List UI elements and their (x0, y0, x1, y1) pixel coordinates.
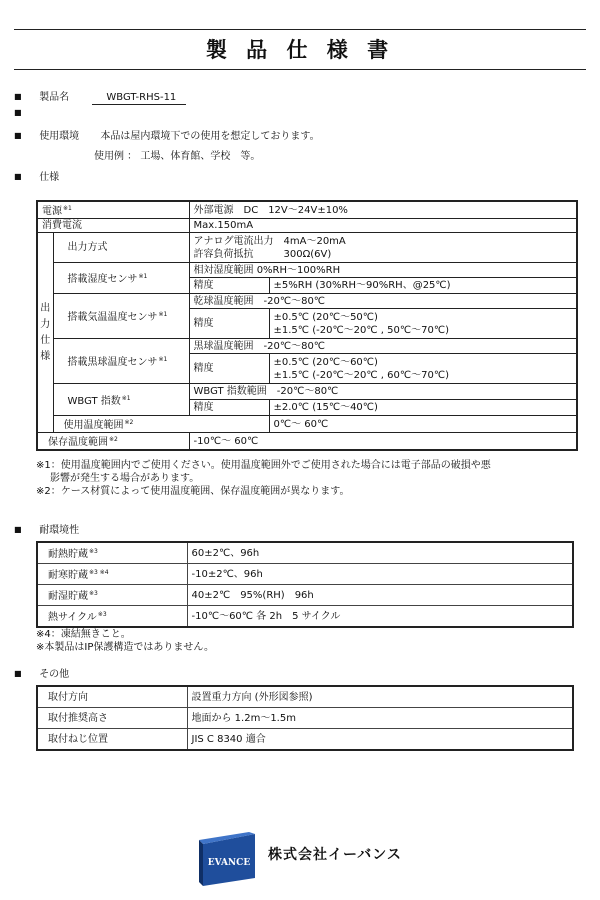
table-row (37, 219, 577, 233)
table-row (37, 384, 577, 400)
other-label: 取付推奨高さ (37, 708, 187, 729)
table-row (37, 729, 573, 751)
square-bullet-icon: ■ (14, 525, 22, 534)
globe-sensor-label: 搭載黒球温度センサ$^{※1}$ (53, 339, 189, 384)
accuracy-label: 精度 (189, 354, 269, 384)
table-row (37, 606, 573, 628)
output-value: アナログ電流出力 4mA～20mA 許容負荷抵抗 300Ω(6V) (189, 233, 577, 263)
table-row (37, 564, 573, 585)
logo-side-face (199, 840, 203, 886)
product-name-value: WBGT-RHS-11 (92, 92, 186, 105)
globe-accuracy: ±0.5℃ (20℃～60℃) ±1.5℃ (-20℃～20℃ , 60℃～70℃) (269, 354, 577, 384)
power-label: 電源$^{※1}$ (37, 201, 189, 219)
env-heading (14, 521, 79, 536)
note-4: ※4：凍結無きこと。 (36, 629, 131, 640)
current-label: 消費電流 (37, 219, 189, 233)
current-value: Max.150mA (189, 219, 577, 233)
note-2: ※2：ケース材質によって使用温度範囲、保存温度範囲が異なります。 (36, 486, 350, 497)
other-heading-label: その他 (39, 669, 70, 680)
usage-env-line (14, 127, 320, 142)
table-row (37, 542, 573, 564)
product-name-line (14, 88, 186, 105)
accuracy-label: 精度 (189, 278, 269, 294)
spec-notes (36, 459, 491, 498)
env-value: -10±2℃、96h (187, 564, 573, 585)
other-label: 取付方向 (37, 686, 187, 708)
usage-example: 使用例 ： 工場、体育館、学校 等。 (94, 151, 261, 162)
square-bullet-icon: ■ (14, 172, 22, 181)
env-label: 耐寒貯蔵$^{※3 ※4}$ (37, 564, 187, 585)
temp-range: 乾球温度範囲 -20℃～80℃ (189, 294, 577, 309)
output-label: 出力方式 (53, 233, 189, 263)
wbgt-range: WBGT 指数範囲 -20℃～80℃ (189, 384, 577, 400)
env-value: -10℃～60℃ 各 2h 5 サイクル (187, 606, 573, 628)
other-label: 取付ねじ位置 (37, 729, 187, 751)
square-bullet-icon: ■ (14, 669, 22, 678)
table-row (37, 201, 577, 219)
title-block (14, 29, 586, 70)
env-label: 耐湿貯蔵$^{※3}$ (37, 585, 187, 606)
spec-heading (14, 168, 59, 183)
wbgt-label: WBGT 指数$^{※1}$ (53, 384, 189, 416)
env-table (36, 541, 574, 628)
op-temp-label: 使用温度範囲$^{※2}$ (53, 416, 269, 433)
power-value: 外部電源 DC 12V～24V±10% (189, 201, 577, 219)
note-ip: ※本製品はIP保護構造ではありません。 (36, 642, 214, 653)
square-bullet-icon: ■ (14, 92, 22, 101)
table-row (37, 339, 577, 354)
other-heading (14, 665, 69, 680)
output-spec-vertical-label: 出 力 仕 様 (37, 233, 53, 433)
evance-logo-icon (197, 832, 261, 888)
env-value: 40±2℃ 95%(RH) 96h (187, 585, 573, 606)
env-notes (36, 628, 214, 654)
globe-range: 黒球温度範囲 -20℃～80℃ (189, 339, 577, 354)
temp-sensor-label: 搭載気温温度センサ$^{※1}$ (53, 294, 189, 339)
other-table (36, 685, 574, 751)
table-row (37, 416, 577, 433)
table-row (37, 686, 573, 708)
humidity-range: 相対湿度範囲 0%RH～100%RH (189, 263, 577, 278)
usage-env-label: 使用環境 (39, 131, 80, 142)
wbgt-accuracy: ±2.0℃ (15℃～40℃) (269, 400, 577, 416)
square-bullet-icon: ■ (14, 131, 22, 140)
storage-temp-value: -10℃～ 60℃ (189, 433, 577, 451)
storage-temp-label: 保存温度範囲$^{※2}$ (37, 433, 189, 451)
op-temp-value: 0℃～ 60℃ (269, 416, 577, 433)
product-name-label: 製品名 (39, 92, 70, 103)
env-label: 耐熱貯蔵$^{※3}$ (37, 542, 187, 564)
env-label: 熱サイクル$^{※3}$ (37, 606, 187, 628)
accuracy-label: 精度 (189, 400, 269, 416)
accuracy-label: 精度 (189, 309, 269, 339)
title-rule-bottom (14, 69, 586, 70)
note-1-cont: 影響が発生する場合があります。 (50, 473, 200, 484)
env-heading-label: 耐環境性 (39, 525, 80, 536)
humidity-accuracy: ±5%RH (30%RH～90%RH、@25℃) (269, 278, 577, 294)
other-value: 地面から 1.2m～1.5m (187, 708, 573, 729)
spec-heading-label: 仕様 (39, 172, 60, 183)
table-row (37, 585, 573, 606)
table-row (37, 294, 577, 309)
company-name: 株式会社イーバンス (268, 847, 402, 863)
logo-mark-text: EVANCE (207, 858, 251, 868)
usage-env-text: 本品は屋内環境下での使用を想定しております。 (100, 131, 320, 142)
temp-accuracy: ±0.5℃ (20℃～50℃) ±1.5℃ (-20℃～20℃ , 50℃～70℃) (269, 309, 577, 339)
spec-table (36, 200, 578, 451)
humidity-label: 搭載湿度センサ$^{※1}$ (53, 263, 189, 294)
other-value: 設置重力方向 (外形図参照) (187, 686, 573, 708)
table-row (37, 263, 577, 278)
page-title: 製 品 仕 様 書 (205, 38, 395, 62)
note-1: ※1：使用温度範囲内でご使用ください。使用温度範囲外でご使用された場合には電子部品の破損や悪 (36, 460, 491, 471)
empty-line (14, 108, 36, 119)
square-bullet-icon: ■ (14, 108, 22, 117)
env-value: 60±2℃、96h (187, 542, 573, 564)
table-row (37, 433, 577, 451)
table-row (37, 233, 577, 263)
table-row (37, 708, 573, 729)
other-value: JIS C 8340 適合 (187, 729, 573, 751)
